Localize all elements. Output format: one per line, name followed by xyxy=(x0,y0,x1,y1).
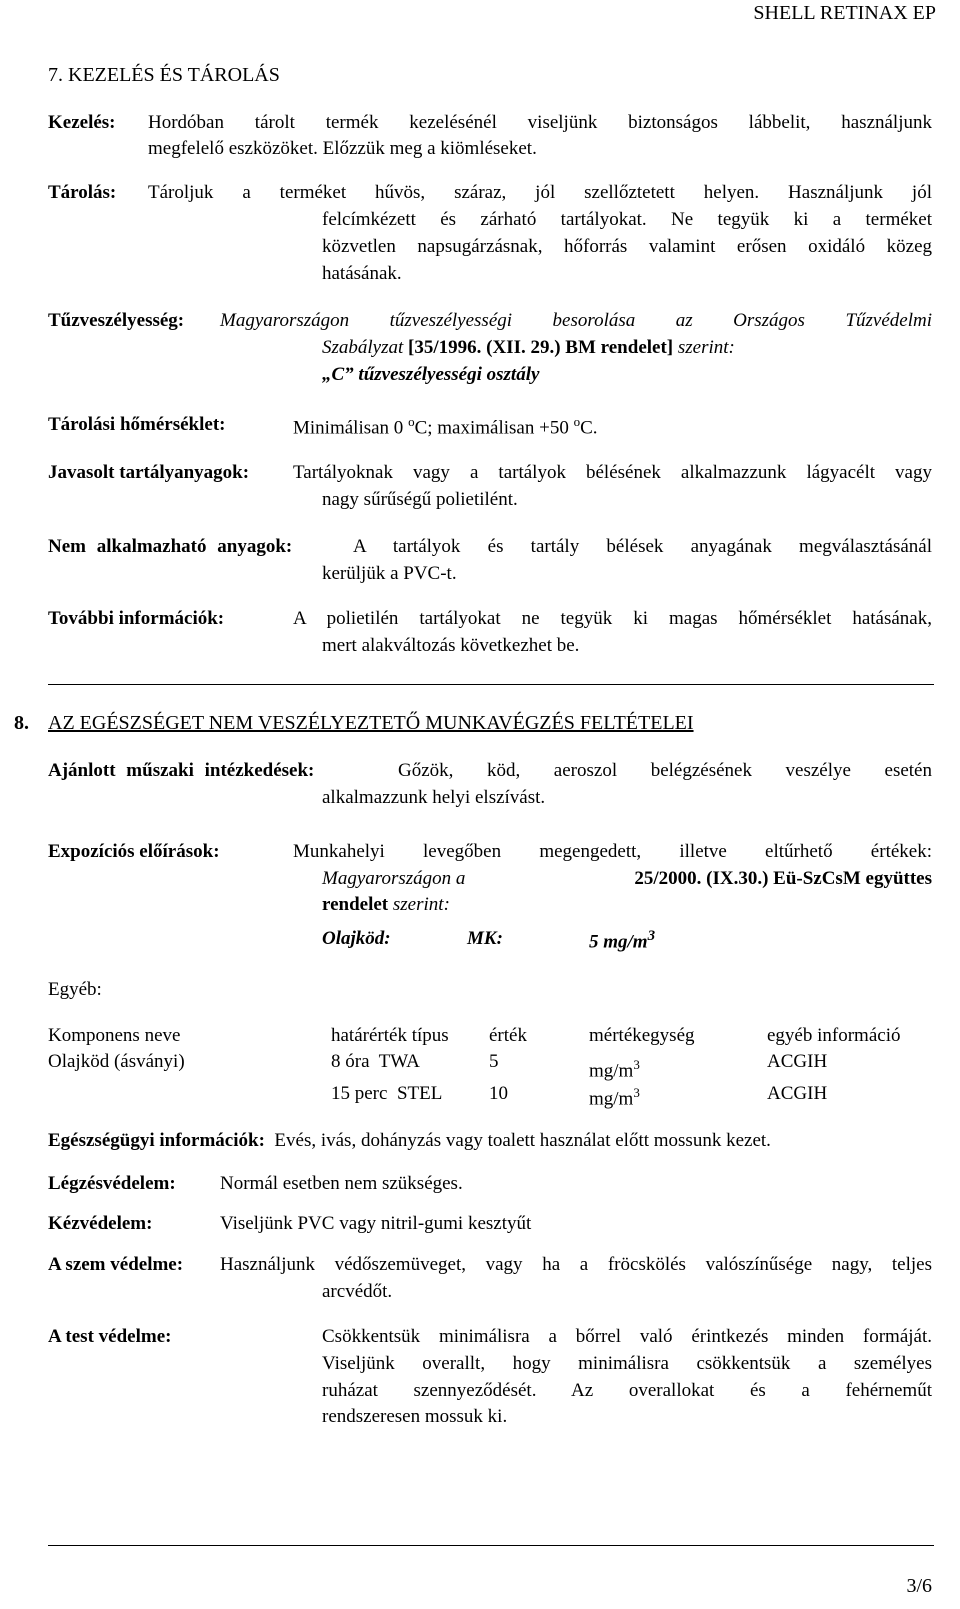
table-row-1-type: 8 óra TWA xyxy=(331,1051,420,1072)
tarolas-label: Tárolás: xyxy=(48,182,117,203)
tuzveszelyesseg-text-line2 xyxy=(322,337,735,359)
test-vedelme-text-line2: Viseljünk overallt, hogy minimálisra csökkentsük a személyes xyxy=(322,1353,932,1374)
section-divider xyxy=(48,684,934,685)
nem-alkalmazhato-label: Nem alkalmazható anyagok: xyxy=(48,536,293,557)
expozicios-text-line2 xyxy=(322,868,932,890)
tarolas-text-line4: hatásának. xyxy=(322,263,402,284)
tuzveszelyessegi-osztaly: „C” tűzveszélyességi osztály xyxy=(322,364,540,385)
section-8-number: 8. xyxy=(14,712,29,734)
footer-divider xyxy=(48,1545,934,1546)
kezeles-text-line2: megfelelő eszközöket. Előzzük meg a kiömléseket. xyxy=(148,138,537,159)
unit-exponent: 3 xyxy=(633,1057,640,1072)
section-8-title: AZ EGÉSZSÉGET NEM VESZÉLYEZTETŐ MUNKAVÉGZÉS FELTÉTELEI xyxy=(48,712,694,734)
javasolt-tartalyanyagok-label: Javasolt tartályanyagok: xyxy=(48,462,250,483)
tuz-szerint: szerint: xyxy=(677,337,735,358)
tovabbi-text-line1: A polietilén tartályokat ne tegyük ki magas hőmérséklet hatásának, xyxy=(293,608,932,629)
legzesvedelem-text: Normál esetben nem szükséges. xyxy=(220,1173,463,1194)
test-vedelme-text-line1: Csökkentsük minimálisra a bőrrel való érintkezés minden formáját. xyxy=(322,1326,932,1347)
tuz-rendelet: [35/1996. (XII. 29.) BM rendelet] xyxy=(408,337,674,358)
egyeb-label: Egyéb: xyxy=(48,979,102,1000)
olajkod-label: Olajköd: xyxy=(322,928,391,949)
table-header-mertekegyseg: mértékegység xyxy=(589,1025,695,1046)
homerseklet-min: Minimálisan 0 xyxy=(293,417,404,439)
ajanlott-intezkedesek-label: Ajánlott műszaki intézkedések: xyxy=(48,760,315,781)
legzesvedelem-label: Légzésvédelem: xyxy=(48,1173,176,1194)
expozicios-eloirasok-label: Expozíciós előírások: xyxy=(48,841,220,862)
javasolt-text-line2: nagy sűrűségű polietilént. xyxy=(322,489,518,510)
nem-alkalmazhato-text-line2: kerüljük a PVC-t. xyxy=(322,563,457,584)
table-header-ertek: érték xyxy=(489,1025,527,1046)
expozicios-text-line1: Munkahelyi levegőben megengedett, illetve eltűrhető értékek: xyxy=(293,841,932,862)
nem-alkalmazhato-text-line1: A tartályok és tartály bélések anyagának megválasztásánál xyxy=(353,536,932,557)
kezvedelem-label: Kézvédelem: xyxy=(48,1213,153,1234)
szem-vedelme-text-line2: arcvédőt. xyxy=(322,1281,393,1302)
mk-exponent: 3 xyxy=(647,928,656,944)
tuzveszelyesseg-text-line1: Magyarországon tűzveszélyességi besorolása az Országos Tűzvédelmi xyxy=(220,310,932,331)
kezeles-label: Kezelés: xyxy=(48,112,116,133)
table-row-1-value: 5 xyxy=(489,1051,499,1072)
expozicios-text-line3 xyxy=(322,894,450,916)
unit-text: mg/m xyxy=(589,1060,634,1082)
table-row-1-info: ACGIH xyxy=(767,1051,828,1072)
table-header-egyeb: egyéb információ xyxy=(767,1025,901,1046)
table-row-2-info: ACGIH xyxy=(767,1083,828,1104)
ajanlott-text-line2: alkalmazzunk helyi elszívást. xyxy=(322,787,546,808)
tuz-szabalyzat: Szabályzat xyxy=(322,337,404,358)
test-vedelme-text-line3: ruházat szennyeződését. Az overallokat és a fehérneműt xyxy=(322,1380,932,1401)
kezvedelem-text: Viseljünk PVC vagy nitril-gumi kesztyűt xyxy=(220,1213,532,1234)
tarolasi-homerseklet-value xyxy=(293,414,598,439)
table-row-2-value: 10 xyxy=(489,1083,508,1104)
szem-vedelme-text-line1: Használjunk védőszemüveget, vagy ha a fröcskölés valószínűsége nagy, teljes xyxy=(220,1254,932,1275)
javasolt-text-line1: Tartályoknak vagy a tartályok bélésének alkalmazzunk lágyacélt vagy xyxy=(293,462,932,483)
table-row-2-unit xyxy=(589,1085,640,1110)
expo-rendelet: rendelet xyxy=(322,894,389,915)
tarolasi-homerseklet-label: Tárolási hőmérséklet: xyxy=(48,414,226,435)
table-header-komponens: Komponens neve xyxy=(48,1025,181,1046)
tarolas-text-line1: Tároljuk a terméket hűvös, száraz, jól szellőztetett helyen. Használjunk jól xyxy=(148,182,932,203)
unit-exponent: 3 xyxy=(633,1085,640,1100)
degree-mark-1: o xyxy=(408,414,415,429)
document-header: SHELL RETINAX EP xyxy=(753,2,936,24)
szem-vedelme-label: A szem védelme: xyxy=(48,1254,184,1275)
tovabbi-text-line2: mert alakváltozás következhet be. xyxy=(322,635,580,656)
expo-szerint: szerint: xyxy=(392,894,450,915)
table-row-1-name: Olajköd (ásványi) xyxy=(48,1051,185,1072)
section-7-title: 7. KEZELÉS ÉS TÁROLÁS xyxy=(48,64,280,86)
expo-rendelet-szam: 25/2000. (IX.30.) Eü-SzCsM együttes xyxy=(634,868,932,889)
mk-value-text: 5 mg/m xyxy=(589,931,648,953)
egeszsegugyi-informaciok xyxy=(48,1130,771,1152)
kezeles-text-line1: Hordóban tárolt termék kezelésénél viseljünk biztonságos lábbelit, használjunk xyxy=(148,112,932,133)
egeszsegugyi-text: Evés, ivás, dohányzás vagy toalett használat előtt mossunk kezet. xyxy=(274,1130,771,1151)
page-number: 3/6 xyxy=(906,1575,932,1597)
degree-mark-2: o xyxy=(573,414,581,429)
test-vedelme-label: A test védelme: xyxy=(48,1326,172,1347)
homerseklet-end: C. xyxy=(580,417,598,439)
unit-text: mg/m xyxy=(589,1088,634,1110)
table-header-hatarertek: határérték típus xyxy=(331,1025,449,1046)
ajanlott-text-line1: Gőzök, köd, aeroszol belégzésének veszélye esetén xyxy=(398,760,932,781)
egeszsegugyi-label: Egészségügyi információk: xyxy=(48,1130,265,1151)
mk-label: MK: xyxy=(467,928,503,949)
tarolas-text-line2: felcímkézett és zárható tartályokat. Ne tegyük ki a terméket xyxy=(322,209,932,230)
table-row-2-type: 15 perc STEL xyxy=(331,1083,443,1104)
mk-value xyxy=(589,928,655,953)
tarolas-text-line3: közvetlen napsugárzásnak, hőforrás valamint erősen oxidáló közeg xyxy=(322,236,932,257)
table-row-1-unit xyxy=(589,1057,640,1082)
homerseklet-max: C; maximálisan +50 xyxy=(414,417,569,439)
test-vedelme-text-line4: rendszeresen mossuk ki. xyxy=(322,1406,508,1427)
tovabbi-informaciok-label: További információk: xyxy=(48,608,225,629)
tuzveszelyesseg-label: Tűzveszélyesség: xyxy=(48,310,185,331)
expo-magyarorszagon: Magyarországon a xyxy=(322,868,466,889)
